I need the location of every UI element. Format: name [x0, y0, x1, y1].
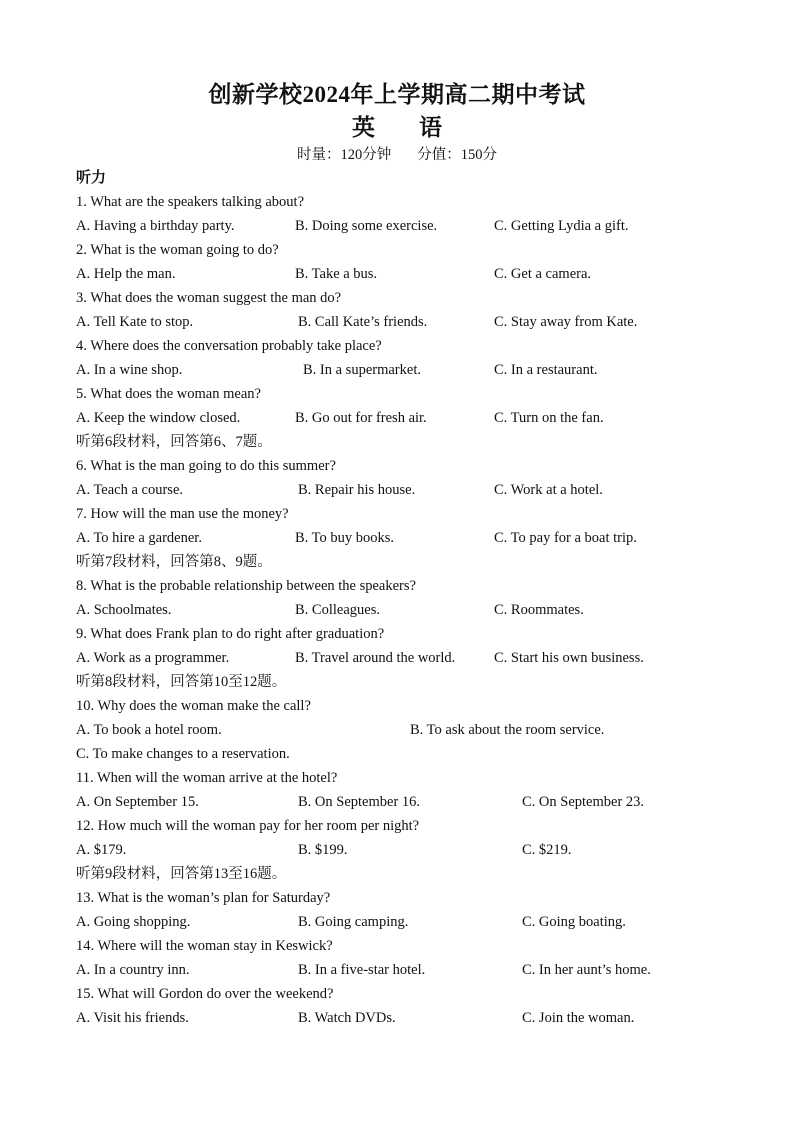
section-instruction: 听第6段材料，回答第6、7题。 [76, 434, 272, 450]
option-a: A. To book a hotel room. [76, 722, 222, 738]
option-c: C. Start his own business. [494, 650, 644, 666]
option-c: C. In a restaurant. [494, 362, 598, 378]
option-c: C. Getting Lydia a gift. [494, 218, 629, 234]
option-row [76, 406, 716, 430]
option-row [76, 358, 716, 382]
option-c: C. To pay for a boat trip. [494, 530, 637, 546]
option-a: A. On September 15. [76, 794, 199, 810]
option-a: A. In a wine shop. [76, 362, 183, 378]
option-b: B. Call Kate’s friends. [298, 314, 428, 330]
option-a: A. Help the man. [76, 266, 176, 282]
section-instruction: 听第8段材料，回答第10至12题。 [76, 674, 287, 690]
option-row [76, 1006, 716, 1030]
option-c: C. Going boating. [522, 914, 626, 930]
section-heading: 听力 [76, 170, 107, 186]
question-text: 7. How will the man use the money? [76, 506, 289, 522]
option-row [76, 526, 716, 550]
option-b: B. $199. [298, 842, 348, 858]
option-c: C. On September 23. [522, 794, 645, 810]
option-a: A. To hire a gardener. [76, 530, 202, 546]
option-row [76, 718, 716, 742]
question-text: 3. What does the woman suggest the man do? [76, 290, 342, 306]
option-a: A. Schoolmates. [76, 602, 172, 618]
question-text: 9. What does Frank plan to do right after graduation? [76, 626, 385, 642]
page-title: 创新学校2024年上学期高二期中考试 [208, 82, 586, 107]
option-c: C. $219. [522, 842, 572, 858]
option-a: A. Going shopping. [76, 914, 191, 930]
option-c: C. Join the woman. [522, 1010, 635, 1026]
option-a: A. In a country inn. [76, 962, 190, 978]
option-a: A. Work as a programmer. [76, 650, 230, 666]
option-c: C. In her aunt’s home. [522, 962, 651, 978]
question-text: 15. What will Gordon do over the weekend? [76, 986, 334, 1002]
option-row [76, 310, 716, 334]
subject-title: 英语 [352, 115, 486, 140]
question-list [76, 190, 716, 1030]
question-text: 10. Why does the woman make the call? [76, 698, 311, 714]
option-b: B. Go out for fresh air. [295, 410, 427, 426]
time-limit: 时量：120分钟 [297, 147, 392, 163]
option-a: A. Visit his friends. [76, 1010, 189, 1026]
question-text: 8. What is the probable relationship between the speakers? [76, 578, 416, 594]
option-row [76, 958, 716, 982]
exam-info [0, 143, 794, 164]
option-c: C. Stay away from Kate. [494, 314, 638, 330]
question-text: 1. What are the speakers talking about? [76, 194, 305, 210]
option-b: B. To buy books. [295, 530, 395, 546]
option-b: B. To ask about the room service. [410, 722, 605, 738]
option-b: B. Take a bus. [295, 266, 378, 282]
question-text: 12. How much will the woman pay for her room per night? [76, 818, 420, 834]
question-text: 6. What is the man going to do this summer? [76, 458, 336, 474]
option-b: B. In a supermarket. [303, 362, 421, 378]
option-row [76, 262, 716, 286]
option-b: B. Colleagues. [295, 602, 380, 618]
full-score: 分值：150分 [417, 147, 497, 163]
option-a: A. Keep the window closed. [76, 410, 241, 426]
option-a: A. Tell Kate to stop. [76, 314, 194, 330]
option-a: A. Teach a course. [76, 482, 184, 498]
option-b: B. Going camping. [298, 914, 409, 930]
question-text: C. To make changes to a reservation. [76, 746, 290, 762]
option-c: C. Work at a hotel. [494, 482, 603, 498]
question-text: 11. When will the woman arrive at the hotel? [76, 770, 338, 786]
option-b: B. Repair his house. [298, 482, 416, 498]
question-text: 14. Where will the woman stay in Keswick? [76, 938, 333, 954]
question-text: 2. What is the woman going to do? [76, 242, 279, 258]
question-text: 13. What is the woman’s plan for Saturday? [76, 890, 331, 906]
option-b: B. On September 16. [298, 794, 421, 810]
option-c: C. Roommates. [494, 602, 584, 618]
option-row [76, 910, 716, 934]
option-row [76, 478, 716, 502]
option-row [76, 214, 716, 238]
option-row [76, 838, 716, 862]
question-text: 5. What does the woman mean? [76, 386, 261, 402]
option-b: B. In a five-star hotel. [298, 962, 426, 978]
option-b: B. Travel around the world. [295, 650, 456, 666]
section-instruction: 听第9段材料，回答第13至16题。 [76, 866, 287, 882]
option-c: C. Get a camera. [494, 266, 592, 282]
option-a: A. Having a birthday party. [76, 218, 235, 234]
option-row [76, 646, 716, 670]
option-b: B. Watch DVDs. [298, 1010, 396, 1026]
option-b: B. Doing some exercise. [295, 218, 438, 234]
option-row [76, 790, 716, 814]
option-a: A. $179. [76, 842, 127, 858]
question-text: 4. Where does the conversation probably take place? [76, 338, 382, 354]
option-row [76, 598, 716, 622]
section-instruction: 听第7段材料，回答第8、9题。 [76, 554, 272, 570]
option-c: C. Turn on the fan. [494, 410, 604, 426]
